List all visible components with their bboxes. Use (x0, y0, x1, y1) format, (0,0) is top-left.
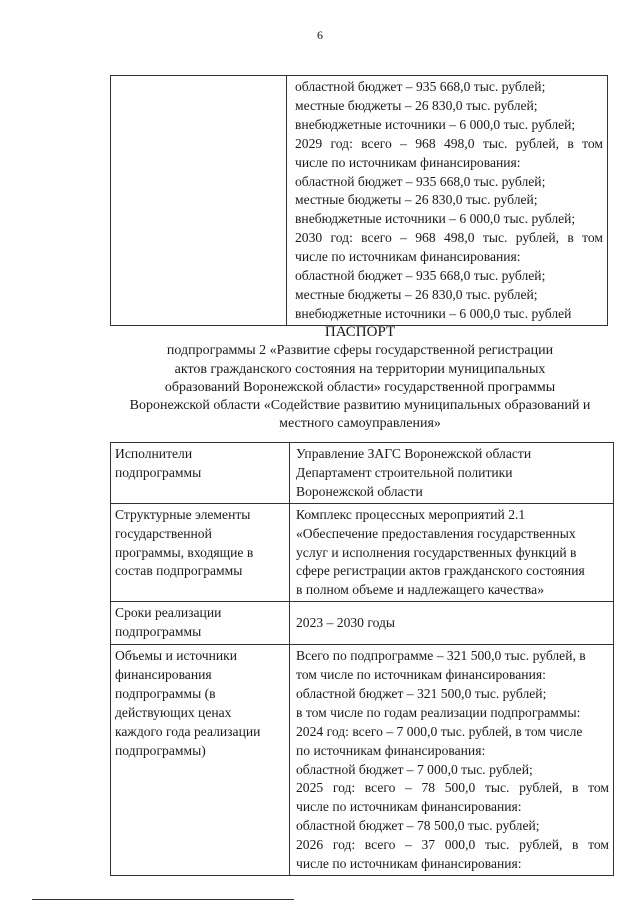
period-label (111, 602, 290, 645)
page-number: 6 (317, 28, 323, 42)
label-line: Структурные элементы (115, 506, 251, 522)
table-row (111, 76, 608, 326)
funding-line: внебюджетные источники – 6 000,0 тыс. рублей; (295, 116, 576, 132)
table-row-executors (111, 443, 614, 504)
value-line: Всего по подпрограмме – 321 500,0 тыс. рублей, в (296, 648, 586, 664)
value-line: 2024 год: всего – 7 000,0 тыс. рублей, в том числе (296, 723, 583, 739)
label-line: государственной (115, 525, 212, 541)
structural-elements-value (290, 503, 614, 602)
value-line: в том числе по годам реализации подпрограммы: (296, 704, 581, 720)
label-line: подпрограммы (115, 624, 202, 640)
funding-line: внебюджетные источники – 6 000,0 тыс. рублей; (295, 211, 576, 227)
value-line: в полном объеме и надлежащего качества» (296, 582, 544, 598)
funding-line: внебюджетные источники – 6 000,0 тыс. рублей (295, 305, 572, 321)
value-line: сфере регистрации актов гражданского состояния (296, 563, 585, 579)
value-line: том числе по источникам финансирования: (296, 666, 546, 682)
value-line: областной бюджет – 7 000,0 тыс. рублей; (296, 761, 533, 777)
value-line: Воронежской области (296, 483, 423, 499)
value-line: числе по источникам финансирования: (296, 799, 522, 815)
label-line: состав подпрограммы (115, 563, 243, 579)
label-line: программы, входящие в (115, 544, 254, 560)
structural-elements-label (111, 503, 290, 602)
executors-label (111, 443, 290, 504)
table-row-funding (111, 645, 614, 876)
heading-line: местного самоуправления» (279, 416, 441, 432)
funding-line: областной бюджет – 935 668,0 тыс. рублей; (295, 79, 546, 94)
value-line: услуг и исполнения государственных функций в (296, 544, 577, 560)
footnote-divider (32, 899, 294, 900)
value-line: Департамент строительной политики (296, 464, 513, 480)
funding-line: местные бюджеты – 26 830,0 тыс. рублей; (295, 192, 538, 208)
label-line: подпрограммы) (115, 742, 206, 758)
value-line: 2026 год: всего – 37 000,0 тыс. рублей, в том (296, 837, 609, 853)
table-row-period (111, 602, 614, 645)
executors-value (290, 443, 614, 504)
value-line: областной бюджет – 321 500,0 тыс. рублей; (296, 685, 547, 701)
value-line: Управление ЗАГС Воронежской области (296, 446, 532, 461)
continued-funding-table (110, 75, 608, 326)
empty-label-cell (111, 76, 287, 326)
funding-label (111, 645, 290, 876)
value-line: Комплекс процессных мероприятий 2.1 (296, 506, 526, 522)
value-line: по источникам финансирования: (296, 742, 486, 758)
funding-line: 2029 год: всего – 968 498,0 тыс. рублей, в том (295, 135, 603, 151)
value-line: числе по источникам финансирования: (296, 856, 522, 872)
funding-line: числе по источникам финансирования: (295, 154, 521, 170)
funding-line: областной бюджет – 935 668,0 тыс. рублей; (295, 268, 546, 284)
period-value: 2023 – 2030 годы (290, 602, 614, 645)
value-line: 2025 год: всего – 78 500,0 тыс. рублей, в том (296, 780, 609, 796)
label-line: Объемы и источники (115, 648, 238, 664)
value-line: «Обеспечение предоставления государственных (296, 525, 576, 541)
label-line: Сроки реализации (115, 605, 222, 621)
funding-continuation-cell (287, 76, 608, 326)
label-line: каждого года реализации (115, 723, 261, 739)
heading-line: актов гражданского состояния на территории муниципальных (174, 361, 546, 377)
funding-line: областной бюджет – 935 668,0 тыс. рублей; (295, 173, 546, 189)
label-line: действующих ценах (115, 704, 232, 720)
label-line: подпрограммы (115, 464, 202, 480)
funding-line: местные бюджеты – 26 830,0 тыс. рублей; (295, 286, 538, 302)
funding-line: числе по источникам финансирования: (295, 249, 521, 265)
funding-line: местные бюджеты – 26 830,0 тыс. рублей; (295, 97, 538, 113)
passport-table (110, 442, 614, 876)
heading-line: подпрограммы 2 «Развитие сферы государственной регистрации (166, 343, 554, 359)
label-line: Исполнители (115, 446, 193, 461)
funding-value (290, 645, 614, 876)
label-line: подпрограммы (в (115, 685, 216, 701)
label-line: финансирования (115, 666, 212, 682)
table-row-structural-elements (111, 503, 614, 602)
heading-line: образований Воронежской области» государственной программы (164, 379, 556, 395)
passport-title: ПАСПОРТ (324, 324, 396, 340)
value-line: областной бюджет – 78 500,0 тыс. рублей; (296, 818, 540, 834)
passport-heading (100, 323, 620, 434)
heading-line: Воронежской области «Содействие развитию муниципальных образований и (129, 398, 591, 414)
funding-line: 2030 год: всего – 968 498,0 тыс. рублей, в том (295, 230, 603, 246)
